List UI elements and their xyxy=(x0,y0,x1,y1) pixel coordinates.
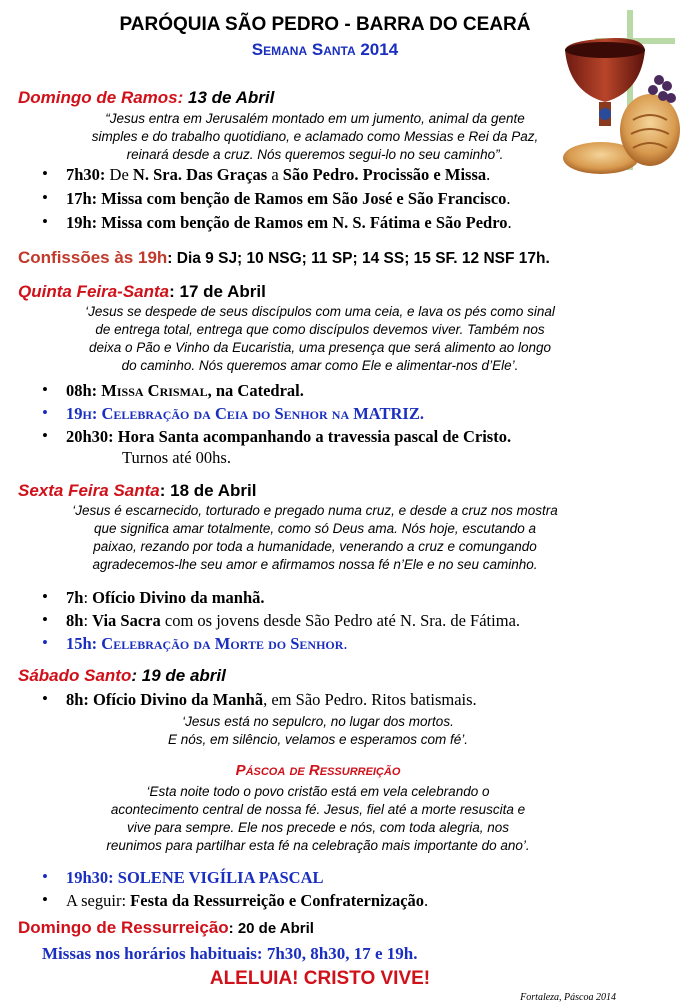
page-subtitle: Semana Santa 2014 xyxy=(251,40,399,59)
section-sabado-heading xyxy=(18,666,226,686)
confissoes-line xyxy=(18,248,550,268)
domingo-date: : 20 de Abril xyxy=(228,920,314,937)
section-domingo-heading xyxy=(18,918,314,938)
section-sexta-heading xyxy=(18,481,256,501)
list-item: • 19h: Missa com benção de Ramos em N. S. Fátima e São Pedro. xyxy=(48,213,494,233)
ramos-quote: “Jesus entra em Jerusalém montado em um jumento, animal da gente simples e do trabalho quotidiano, e aclamado como Messias e Rei da Paz, reinará desde a cruz. Nós queremos segui-lo no seu caminho”. xyxy=(91,111,539,162)
missas-line: Missas nos horários habituais: 7h30, 8h30, 17 e 19h. xyxy=(42,944,418,963)
list-item: • 7h: Ofício Divino da manhã. xyxy=(48,588,247,608)
page-title: PARÓQUIA SÃO PEDRO - BARRA DO CEARÁ xyxy=(119,14,531,35)
list-item: • 7h30: De N. Sra. Das Graças a São Pedro. Procissão e Missa. xyxy=(48,165,472,185)
confissoes-label: Confissões às 19h xyxy=(18,248,168,267)
quinta-label: Quinta Feira-Santa xyxy=(18,282,170,301)
list-item: • 19h30: SOLENE VIGÍLIA PASCAL xyxy=(48,868,306,888)
confissoes-text: : Dia 9 SJ; 10 NSG; 11 SP; 14 SS; 15 SF. 12 NSF 17h. xyxy=(167,250,550,267)
ramos-label: Domingo de Ramos: xyxy=(18,88,184,107)
pascoa-quote: ‘Esta noite todo o povo cristão está em vela celebrando o acontecimento central de nossa fé. Jesus, fiel até a morte resuscita e vive para sempre. Ele nos precede e nós, com toda alegria, nos reunimos para partilhar esta fé na celebração mais importante do ano’. xyxy=(106,784,530,853)
section-quinta-heading xyxy=(18,282,266,302)
list-item: • 17h: Missa com benção de Ramos em São José e São Francisco. xyxy=(48,189,493,209)
sabado-label: Sábado Santo xyxy=(18,666,132,685)
quinta-date: : 17 de Abril xyxy=(169,282,266,301)
sexta-label: Sexta Feira Santa xyxy=(18,481,160,500)
sexta-quote: ‘Jesus é escarnecido, torturado e pregado numa cruz, e desde a cruz nos mostra que significa amar totalmente, como só Deus ama. Nós hoje, escutando a paixao, rezando por toda a humanidade, venerando a cruz e comungando agradecemos-lhe seu amor e afirmamos nossa fé n’Ele e no seu caminho. xyxy=(72,503,558,572)
list-item: • 15h: Celebração da Morte do Senhor. xyxy=(48,634,330,654)
ramos-date: 13 de Abril xyxy=(183,88,275,107)
aleluia-banner: ALELUIA! CRISTO VIVE! xyxy=(209,968,431,989)
sabado-quote: ‘Jesus está no sepulcro, no lugar dos mortos. E nós, em silêncio, velamos e esperamos com fé’. xyxy=(167,714,469,747)
sabado-date: : 19 de abril xyxy=(131,666,226,685)
list-item: • A seguir: Festa da Ressurreição e Confraternização. xyxy=(48,891,410,911)
sexta-date: : 18 de Abril xyxy=(159,481,257,500)
list-item: • 20h30: Hora Santa acompanhando a travessia pascal de Cristo. xyxy=(48,427,493,447)
quinta-turnos: Turnos até 00hs. xyxy=(122,448,231,467)
section-ramos-heading xyxy=(18,88,274,108)
list-item: • 8h: Ofício Divino da Manhã, em São Pedro. Ritos batismais. xyxy=(48,690,459,710)
pascoa-heading: Páscoa de Ressurreição xyxy=(235,762,401,779)
list-item: • 19h: Celebração da Ceia do Senhor na MATRIZ. xyxy=(48,404,406,424)
quinta-quote: ‘Jesus se despede de seus discípulos com uma ceia, e lava os pés como sinal de entrega total, entrega que como discípulos devemos viver. Também nos deixa o Pão e Vinho da Eucaristia, uma presença que será alimento ao longo do caminho. Nós queremos amar como Ele e alimentar-nos d’Ele’. xyxy=(85,304,555,373)
list-item: • 8h: Via Sacra com os jovens desde São Pedro até N. Sra. de Fátima. xyxy=(48,611,502,631)
footer-note: Fortaleza, Páscoa 2014 xyxy=(520,992,616,1003)
domingo-label: Domingo de Ressurreição xyxy=(18,918,229,937)
list-item: • 08h: Missa Crismal, na Catedral. xyxy=(48,381,286,401)
